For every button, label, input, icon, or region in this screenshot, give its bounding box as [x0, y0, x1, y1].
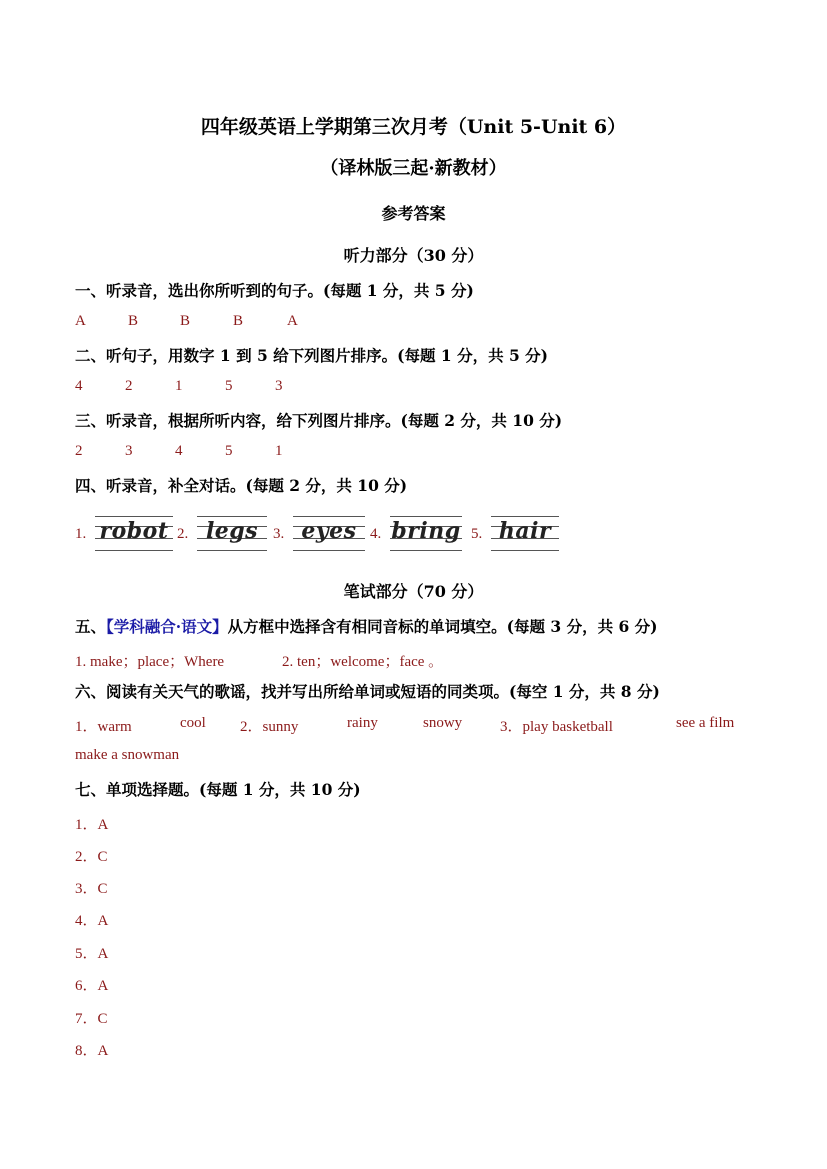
handwriting-line-box: [390, 514, 462, 552]
handwriting-line-box: [293, 514, 365, 552]
q7-answer: 5．A: [75, 946, 109, 962]
q7-answer: 7．C: [75, 1011, 108, 1027]
q4-heading: 四、听录音，补全对话。(每题 2 分，共 10 分): [75, 476, 408, 495]
q4-item-number: 1.: [75, 526, 87, 542]
q3-answer: 3: [125, 443, 133, 459]
q2-answer: 4: [75, 378, 83, 394]
q2-answer: 2: [125, 378, 133, 394]
q7-answer: 8．A: [75, 1043, 109, 1059]
q7-heading: 七、单项选择题。(每题 1 分，共 10 分): [75, 780, 361, 799]
subject-integration-tag: 【学科融合·语文】: [106, 617, 228, 636]
answer-key-label: 参考答案: [381, 204, 446, 223]
q7-answer: 1．A: [75, 817, 109, 833]
handwriting-line-box: [491, 514, 559, 552]
q4-item-number: 5.: [471, 526, 483, 542]
q2-heading: 二、听句子，用数字 1 到 5 给下列图片排序。(每题 1 分，共 5 分): [75, 346, 548, 365]
q4-handwritten-answer: legs: [205, 518, 259, 544]
listening-section-title: 听力部分（30 分）: [343, 246, 484, 265]
q1-answer: B: [128, 313, 139, 329]
q5-answer-2: 2. ten；welcome；face 。: [282, 654, 444, 670]
q6-answer: 1．warm: [75, 719, 132, 735]
q3-answer: 2: [75, 443, 83, 459]
q1-answer: B: [233, 313, 244, 329]
page-subtitle: （译林版三起·新教材）: [320, 158, 507, 179]
q2-answer: 5: [225, 378, 233, 394]
page-title: 四年级英语上学期第三次月考（Unit 5-Unit 6）: [200, 116, 627, 138]
q6-answer: make a snowman: [75, 747, 180, 763]
q6-answer: 2．sunny: [240, 719, 299, 735]
handwriting-line-box: [95, 514, 173, 552]
q1-heading: 一、听录音，选出你所听到的句子。(每题 1 分，共 5 分): [75, 281, 474, 300]
q4-handwritten-answer: robot: [99, 518, 169, 544]
q3-heading: 三、听录音，根据所听内容，给下列图片排序。(每题 2 分，共 10 分): [75, 411, 563, 430]
q3-answer: 4: [175, 443, 183, 459]
q1-answer: A: [75, 313, 86, 329]
q1-answer: A: [287, 313, 298, 329]
q7-answer: 2．C: [75, 849, 108, 865]
q6-answer: snowy: [423, 715, 463, 731]
q5-answer-1: 1. make；place；Where: [75, 654, 225, 670]
q4-handwritten-answer: bring: [391, 518, 461, 544]
written-section-title: 笔试部分（70 分）: [343, 582, 484, 601]
q6-answer: rainy: [347, 715, 378, 731]
q3-answer: 1: [275, 443, 283, 459]
q4-item-number: 4.: [370, 526, 382, 542]
q2-answer: 3: [275, 378, 283, 394]
q3-answer: 5: [225, 443, 233, 459]
q6-answer: 3．play basketball: [500, 719, 613, 735]
q7-answer: 3．C: [75, 881, 108, 897]
q5-heading-text: 从方框中选择含有相同音标的单词填空。(每题 3 分，共 6 分): [227, 617, 658, 636]
q2-answer: 1: [175, 378, 183, 394]
q7-answer: 6．A: [75, 978, 109, 994]
q4-handwritten-answer: hair: [498, 518, 552, 544]
handwriting-line-box: [197, 514, 267, 552]
q6-heading: 六、阅读有关天气的歌谣，找并写出所给单词或短语的同类项。(每空 1 分，共 8 分): [75, 682, 660, 701]
q4-handwritten-answer: eyes: [301, 518, 357, 544]
q4-handwriting-answers: [75, 510, 775, 556]
q4-item-number: 2.: [177, 526, 189, 542]
q4-item-number: 3.: [273, 526, 285, 542]
q5-heading: 五、【学科融合·语文】从方框中选择含有相同音标的单词填空。(每题 3 分，共 6 分): [75, 617, 658, 636]
q7-answer: 4．A: [75, 913, 109, 929]
q1-answer: B: [180, 313, 191, 329]
q6-answer: cool: [180, 715, 206, 731]
q6-answer: see a film: [676, 715, 735, 731]
